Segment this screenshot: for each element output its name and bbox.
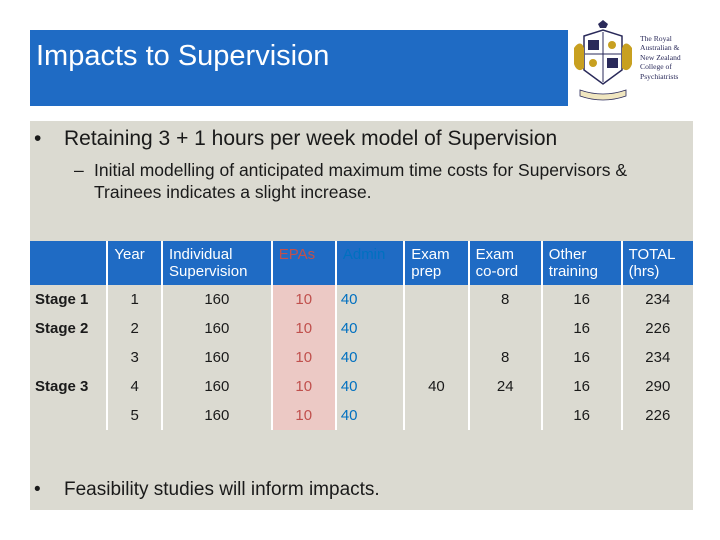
table-row: 5 160 10 40 16 226: [30, 401, 693, 430]
header-year: Year: [107, 241, 162, 285]
bullet-point: • Retaining 3 + 1 hours per week model of Supervision: [34, 127, 558, 150]
college-logo: [570, 18, 692, 108]
logo-text: The Royal Australian & New Zealand College of Psychiatrists: [640, 34, 681, 81]
header-total: TOTAL (hrs): [622, 241, 693, 285]
dash-icon: –: [74, 160, 84, 180]
header-admin: Admin: [336, 241, 404, 285]
table-row: Stage 2 2 160 10 40 16 226: [30, 314, 693, 343]
page-title: Impacts to Supervision: [36, 40, 330, 72]
title-bar: [30, 30, 568, 106]
table-header-row: [30, 241, 693, 285]
bullet-icon: •: [34, 479, 41, 500]
header-epas: EPAs: [272, 241, 336, 285]
header-individual-supervision: Individual Supervision: [162, 241, 272, 285]
bullet-point: • Feasibility studies will inform impacts.: [34, 479, 380, 500]
sub-bullet-point: – Initial modelling of anticipated maximum time costs for Supervisors & Trainees indicates a slight increase.: [74, 160, 627, 202]
header-exam-prep: Exam prep: [404, 241, 468, 285]
table-row: 3 160 10 40 8 16 234: [30, 343, 693, 372]
content-panel: [30, 121, 693, 510]
header-other-training: Other training: [542, 241, 622, 285]
bullet-icon: •: [34, 127, 42, 150]
table-row: Stage 3 4 160 10 40 40 24 16 290: [30, 372, 693, 401]
header-exam-coord: Exam co-ord: [469, 241, 542, 285]
crest-icon: [570, 18, 636, 108]
supervision-hours-table: [30, 241, 693, 430]
header-stage: [30, 241, 107, 285]
table-row: Stage 1 1 160 10 40 8 16 234: [30, 285, 693, 314]
